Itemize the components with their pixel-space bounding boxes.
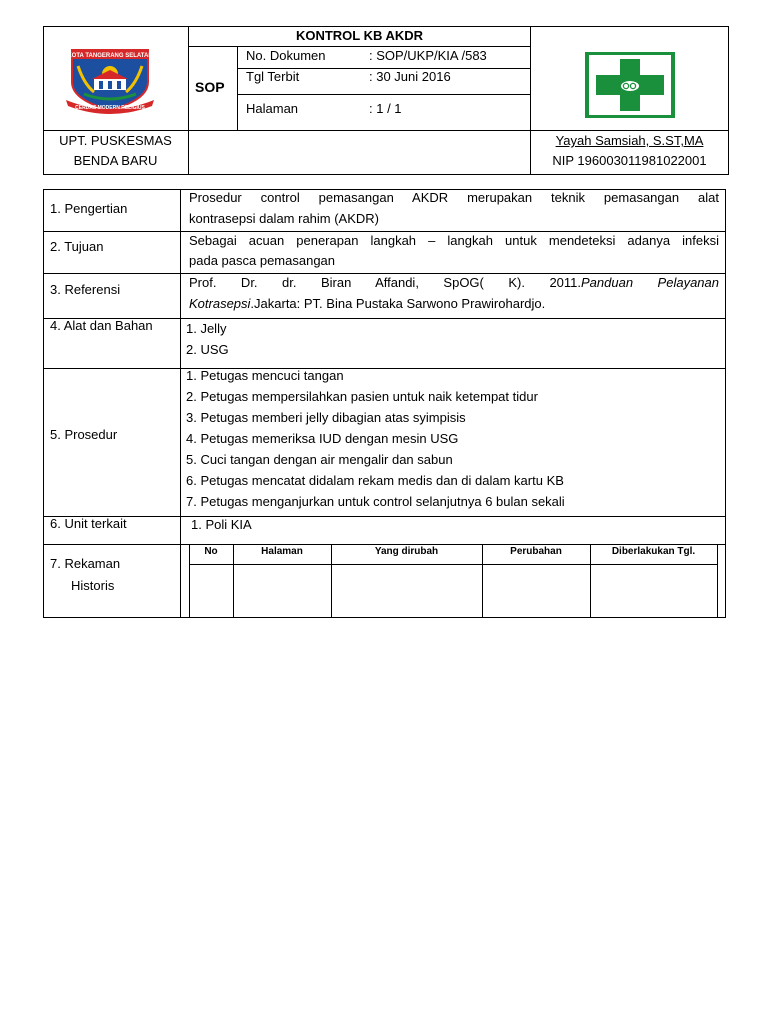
section-rekaman-label-line1: 7. Rekaman [50,556,121,571]
prosedur-item: 3. Petugas memberi jelly dibagian atas syimpisis [186,410,466,425]
history-col-no: No [204,546,218,557]
issue-date-value: : 30 Juni 2016 [369,69,451,84]
unit-item: 1. Poli KIA [191,517,252,532]
page-value: : 1 / 1 [369,101,402,116]
section-unit-label: 6. Unit terkait [50,516,127,531]
sop-label: SOP [195,79,225,95]
prosedur-item: 2. Petugas mempersilahkan pasien untuk naik ketempat tidur [186,389,538,404]
signer-nip: NIP 196003011981022001 [552,153,707,168]
section-prosedur-label: 5. Prosedur [50,427,118,442]
history-col-halaman: Halaman [261,546,303,557]
svg-text:CERDAS MODERN RELIGIUS: CERDAS MODERN RELIGIUS [75,105,145,111]
prosedur-item: 6. Petugas mencatat didalam rekam medis dan di dalam kartu KB [186,473,564,488]
referensi-title-part2: Kotrasepsi [189,296,251,311]
prosedur-item: 4. Petugas memeriksa IUD dengan mesin USG [186,431,459,446]
alat-item: 2. USG [186,342,229,357]
unit-name-line2: BENDA BARU [73,153,158,168]
section-tujuan-label: 2. Tujuan [50,239,104,254]
prosedur-item: 1. Petugas mencuci tangan [186,368,344,383]
kota-tangerang-selatan-logo [64,48,156,114]
section-referensi-line2 [189,296,545,312]
section-referensi-line1 [189,272,719,293]
section-rekaman-label-line2: Historis [71,578,115,593]
prosedur-item: 5. Cuci tangan dengan air mengalir dan sabun [186,452,453,467]
section-pengertian-line2: kontrasepsi dalam rahim (AKDR) [189,211,380,226]
signer-name: Yayah Samsiah, S.ST,MA [555,133,704,148]
section-tujuan-line1: Sebagai acuan penerapan langkah – langkah untuk mendeteksi adanya infeksi [189,233,719,248]
alat-item: 1. Jelly [186,321,227,336]
unit-name-line1: UPT. PUSKESMAS [59,133,172,148]
history-col-perubahan: Perubahan [510,546,562,557]
document-title: KONTROL KB AKDR [295,28,424,43]
section-referensi-label: 3. Referensi [50,282,121,297]
issue-date-label: Tgl Terbit [246,69,300,84]
puskesmas-cross-icon [585,52,675,118]
section-pengertian-label: 1. Pengertian [50,201,128,216]
referensi-author: Prof. Dr. dr. Biran Affandi, SpOG( K). 2011. [189,275,582,290]
page-label: Halaman [246,101,299,116]
doc-number-value: : SOP/UKP/KIA /583 [369,48,487,63]
doc-number-label: No. Dokumen [246,48,326,63]
section-alat-label: 4. Alat dan Bahan [50,318,153,333]
referensi-title-part1: Panduan Pelayanan [581,275,719,290]
history-col-yang-dirubah: Yang dirubah [374,546,439,557]
section-pengertian-line1: Prosedur control pemasangan AKDR merupakan teknik pemasangan alat [189,190,719,205]
section-tujuan-line2: pada pasca pemasangan [189,253,336,268]
history-col-diberlakukan: Diberlakukan Tgl. [611,546,696,557]
svg-text:KOTA TANGERANG SELATAN: KOTA TANGERANG SELATAN [67,53,153,59]
prosedur-item: 7. Petugas menganjurkan untuk control selanjutnya 6 bulan sekali [186,494,565,509]
referensi-publisher: .Jakarta: PT. Bina Pustaka Sarwono Prawirohardjo. [250,296,546,311]
